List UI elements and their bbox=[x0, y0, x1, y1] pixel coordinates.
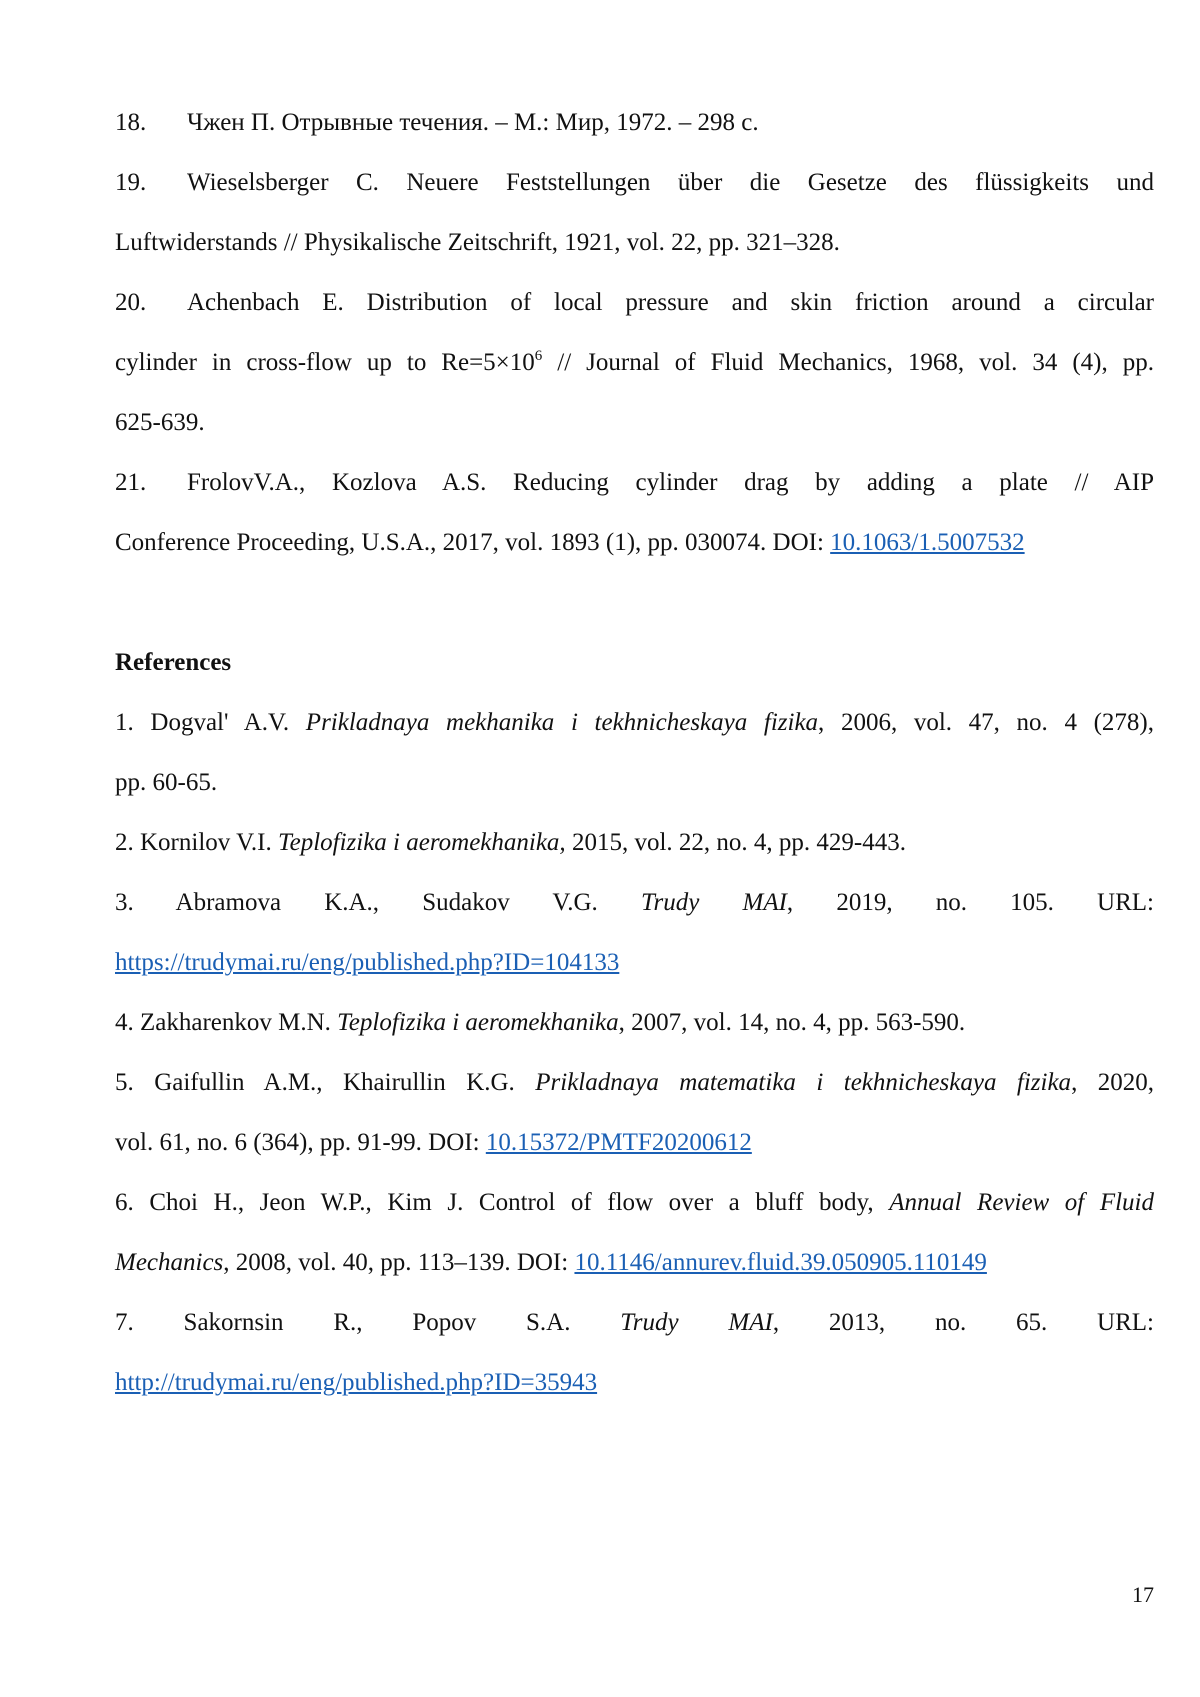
reference-18 bbox=[115, 106, 1154, 140]
reference-number: 18. bbox=[115, 106, 187, 140]
english-reference-6-line-1 bbox=[115, 1186, 1154, 1220]
english-reference-6-line-2 bbox=[115, 1246, 1154, 1280]
reference-text: 5. Gaifullin A.M., Khairullin K.G. bbox=[115, 1069, 535, 1096]
reference-19-line-1 bbox=[115, 166, 1154, 200]
reference-text: , 2020, bbox=[1071, 1069, 1154, 1096]
journal-title: Trudy MAI bbox=[620, 1309, 773, 1336]
doi-link[interactable]: 10.1146/annurev.fluid.39.050905.110149 bbox=[574, 1249, 986, 1276]
references-heading: References bbox=[115, 646, 1154, 680]
doi-link[interactable]: 10.15372/PMTF20200612 bbox=[486, 1129, 752, 1156]
reference-text: Conference Proceeding, U.S.A., 2017, vol. 1893 (1), pp. 030074. DOI: bbox=[115, 529, 830, 556]
reference-19-line-2: Luftwiderstands // Physikalische Zeitschrift, 1921, vol. 22, pp. 321–328. bbox=[115, 226, 1154, 260]
reference-number: 20. bbox=[115, 286, 187, 320]
reference-21-line-1 bbox=[115, 466, 1154, 500]
reference-20-line-3: 625-639. bbox=[115, 406, 1154, 440]
reference-text: 1. Dogval' A.V. bbox=[115, 709, 306, 736]
reference-text: // Journal of Fluid Mechanics, 1968, vol. 34 (4), pp. bbox=[542, 349, 1154, 376]
reference-text: 2. Kornilov V.I. bbox=[115, 829, 278, 856]
reference-text: FrolovV.A., Kozlova A.S. Reducing cylinder drag by adding a plate // AIP bbox=[187, 469, 1154, 496]
reference-text: 4. Zakharenkov M.N. bbox=[115, 1009, 337, 1036]
reference-text: Wieselsberger C. Neuere Feststellungen über die Gesetze des flüssigkeits und bbox=[187, 169, 1154, 196]
reference-text: , 2013, no. 65. URL: bbox=[773, 1309, 1154, 1336]
english-reference-7-line-1 bbox=[115, 1306, 1154, 1340]
journal-title: Teplofizika i aeromekhanika, bbox=[278, 829, 566, 856]
url-link[interactable]: https://trudymai.ru/eng/published.php?ID=104133 bbox=[115, 949, 619, 976]
english-reference-2 bbox=[115, 826, 1154, 860]
english-reference-1-line-1 bbox=[115, 706, 1154, 740]
reference-number: 19. bbox=[115, 166, 187, 200]
reference-text: , 2006, vol. 47, no. 4 (278), bbox=[818, 709, 1154, 736]
english-reference-3-line-1 bbox=[115, 886, 1154, 920]
reference-20-line-1 bbox=[115, 286, 1154, 320]
superscript-exponent: 6 bbox=[535, 348, 543, 364]
journal-title: Mechanics bbox=[115, 1249, 223, 1276]
journal-title: Teplofizika i aeromekhanika bbox=[337, 1009, 618, 1036]
english-reference-5-line-2 bbox=[115, 1126, 1154, 1160]
reference-text: Чжен П. Отрывные течения. – М.: Мир, 1972. – 298 с. bbox=[187, 109, 759, 136]
reference-text: , 2008, vol. 40, pp. 113–139. DOI: bbox=[223, 1249, 574, 1276]
english-reference-3-line-2 bbox=[115, 946, 1154, 980]
reference-text: 7. Sakornsin R., Popov S.A. bbox=[115, 1309, 620, 1336]
english-reference-5-line-1 bbox=[115, 1066, 1154, 1100]
url-link[interactable]: http://trudymai.ru/eng/published.php?ID=35943 bbox=[115, 1369, 597, 1396]
english-reference-7-line-2 bbox=[115, 1366, 1154, 1400]
reference-text: , 2007, vol. 14, no. 4, pp. 563-590. bbox=[619, 1009, 966, 1036]
page-number: 17 bbox=[1100, 1580, 1154, 1610]
english-reference-1-line-2: pp. 60-65. bbox=[115, 766, 1154, 800]
reference-text: 2015, vol. 22, no. 4, pp. 429-443. bbox=[566, 829, 906, 856]
doi-link[interactable]: 10.1063/1.5007532 bbox=[830, 529, 1024, 556]
english-reference-4 bbox=[115, 1006, 1154, 1040]
reference-text: vol. 61, no. 6 (364), pp. 91-99. DOI: bbox=[115, 1129, 486, 1156]
reference-20-line-2 bbox=[115, 346, 1154, 380]
journal-title: Prikladnaya mekhanika i tekhnicheskaya fizika bbox=[306, 709, 818, 736]
reference-text: Achenbach E. Distribution of local pressure and skin friction around a circular bbox=[187, 289, 1154, 316]
reference-number: 21. bbox=[115, 466, 187, 500]
reference-text: , 2019, no. 105. URL: bbox=[787, 889, 1154, 916]
journal-title: Trudy MAI bbox=[641, 889, 787, 916]
reference-21-line-2 bbox=[115, 526, 1154, 560]
journal-title: Annual Review of Fluid bbox=[889, 1189, 1154, 1216]
journal-title: Prikladnaya matematika i tekhnicheskaya fizika bbox=[535, 1069, 1071, 1096]
reference-text: 3. Abramova K.A., Sudakov V.G. bbox=[115, 889, 641, 916]
reference-text: cylinder in cross-flow up to Re=5×10 bbox=[115, 349, 535, 376]
reference-text: 6. Choi H., Jeon W.P., Kim J. Control of flow over a bluff body, bbox=[115, 1189, 889, 1216]
